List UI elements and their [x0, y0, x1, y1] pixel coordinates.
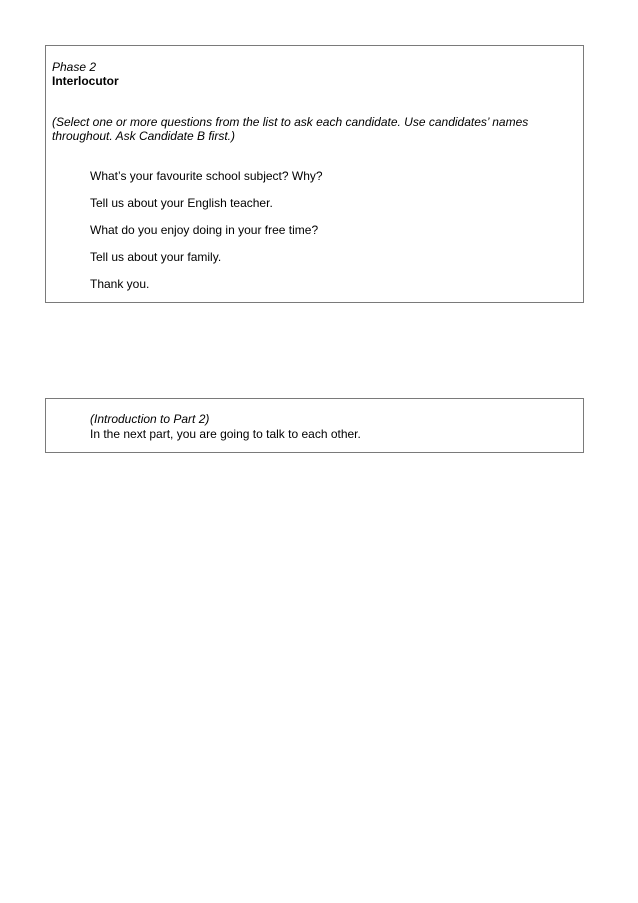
question-item: Tell us about your English teacher. — [90, 196, 273, 210]
question-item: What’s your favourite school subject? Why? — [90, 169, 323, 183]
part2-intro-box — [45, 398, 584, 453]
closing-line: Thank you. — [90, 277, 150, 291]
part2-intro-text: In the next part, you are going to talk to each other. — [90, 427, 361, 441]
role-heading: Interlocutor — [52, 74, 119, 88]
question-item: Tell us about your family. — [90, 250, 222, 264]
part2-intro-title: (Introduction to Part 2) — [90, 412, 210, 426]
phase-label: Phase 2 — [52, 60, 97, 74]
question-item: What do you enjoy doing in your free time? — [90, 223, 319, 237]
interlocutor-script-box — [45, 45, 584, 303]
instruction-text: (Select one or more questions from the list to ask each candidate. Use candidates’ names throughout. Ask Candidate B first.) — [52, 115, 529, 143]
